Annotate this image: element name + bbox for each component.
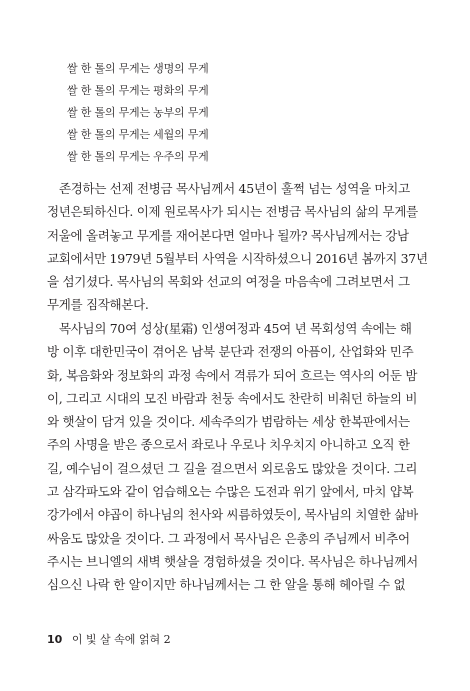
running-title: 이 빛 살 속에 얽혀 2 xyxy=(71,633,171,646)
page-number: 10 xyxy=(47,633,63,646)
poem-line: 쌀 한 톨의 무게는 농부의 무게 xyxy=(67,106,209,119)
paragraph-line: 강가에서 야곱이 하나님의 천사와 씨름하였듯이, 목사님의 치열한 삶바 xyxy=(47,507,418,523)
poem-line: 쌀 한 톨의 무게는 우주의 무게 xyxy=(67,150,209,163)
paragraph-line: 고 삼각파도와 같이 엄습해오는 수많은 도전과 위기 앞에서, 마치 얍복 xyxy=(47,484,414,500)
paragraph-line: 주시는 브니엘의 새벽 햇살을 경험하셨을 것이다. 목사님은 하나님께서 xyxy=(47,553,418,569)
poem-stanza xyxy=(67,58,209,168)
paragraph-line: 주의 사명을 받은 종으로서 좌로나 우로나 치우치지 아니하고 오직 한 xyxy=(47,437,410,453)
page-footer xyxy=(47,631,171,647)
poem-line: 쌀 한 톨의 무게는 평화의 무게 xyxy=(67,84,209,97)
body-paragraph xyxy=(47,317,418,597)
paragraph-line: 심으신 나락 한 알이지만 하나님께서는 그 한 알을 통해 헤아릴 수 없 xyxy=(47,577,406,593)
paragraph-line: 이, 그리고 시대의 모진 바람과 천둥 속에서도 찬란히 비춰던 하늘의 비 xyxy=(47,390,418,406)
paragraph-line: 무게를 짐작해본다. xyxy=(47,297,149,313)
paragraph-line: 을 섬기셨다. 목사님의 목회와 선교의 여정을 마음속에 그려보면서 그 xyxy=(47,274,410,290)
paragraph-line: 화, 복음화와 정보화의 과정 속에서 격류가 되어 흐르는 역사의 어둔 밤 xyxy=(47,367,418,383)
paragraph-line: 목사님의 70여 성상(星霜) 인생여정과 45여 년 목회성역 속에는 해 xyxy=(59,321,412,336)
poem-line: 쌀 한 톨의 무게는 세월의 무게 xyxy=(67,128,209,141)
paragraph-line: 교회에서만 1979년 5월부터 사역을 시작하셨으니 2016년 봄까지 37년 xyxy=(47,250,428,266)
paragraph-line: 방 이후 대한민국이 겪어온 남북 분단과 전쟁의 아픔이, 산업화와 민주 xyxy=(47,344,414,360)
paragraph-line: 와 햇살이 담겨 있을 것이다. 세속주의가 범람하는 세상 한복판에서는 xyxy=(47,414,410,430)
poem-line: 쌀 한 톨의 무게는 생명의 무게 xyxy=(67,62,209,75)
paragraph-line: 존경하는 선제 전병금 목사님께서 45년이 훌쩍 넘는 성역을 마치고 xyxy=(59,181,410,196)
paragraph-line: 저울에 올려놓고 무게를 재어본다면 얼마나 될까? 목사님께서는 강남 xyxy=(47,227,409,243)
paragraph-line: 길, 예수님이 걸으셨던 그 길을 걸으면서 외로움도 많았을 것이다. 그리 xyxy=(47,460,418,476)
paragraph-line: 싸움도 많았을 것이다. 그 과정에서 목사님은 은총의 주님께서 비추어 xyxy=(47,530,410,546)
body-paragraph xyxy=(47,177,428,317)
paragraph-line: 정년은퇴하신다. 이제 원로목사가 되시는 전병금 목사님의 삶의 무게를 xyxy=(47,204,418,220)
